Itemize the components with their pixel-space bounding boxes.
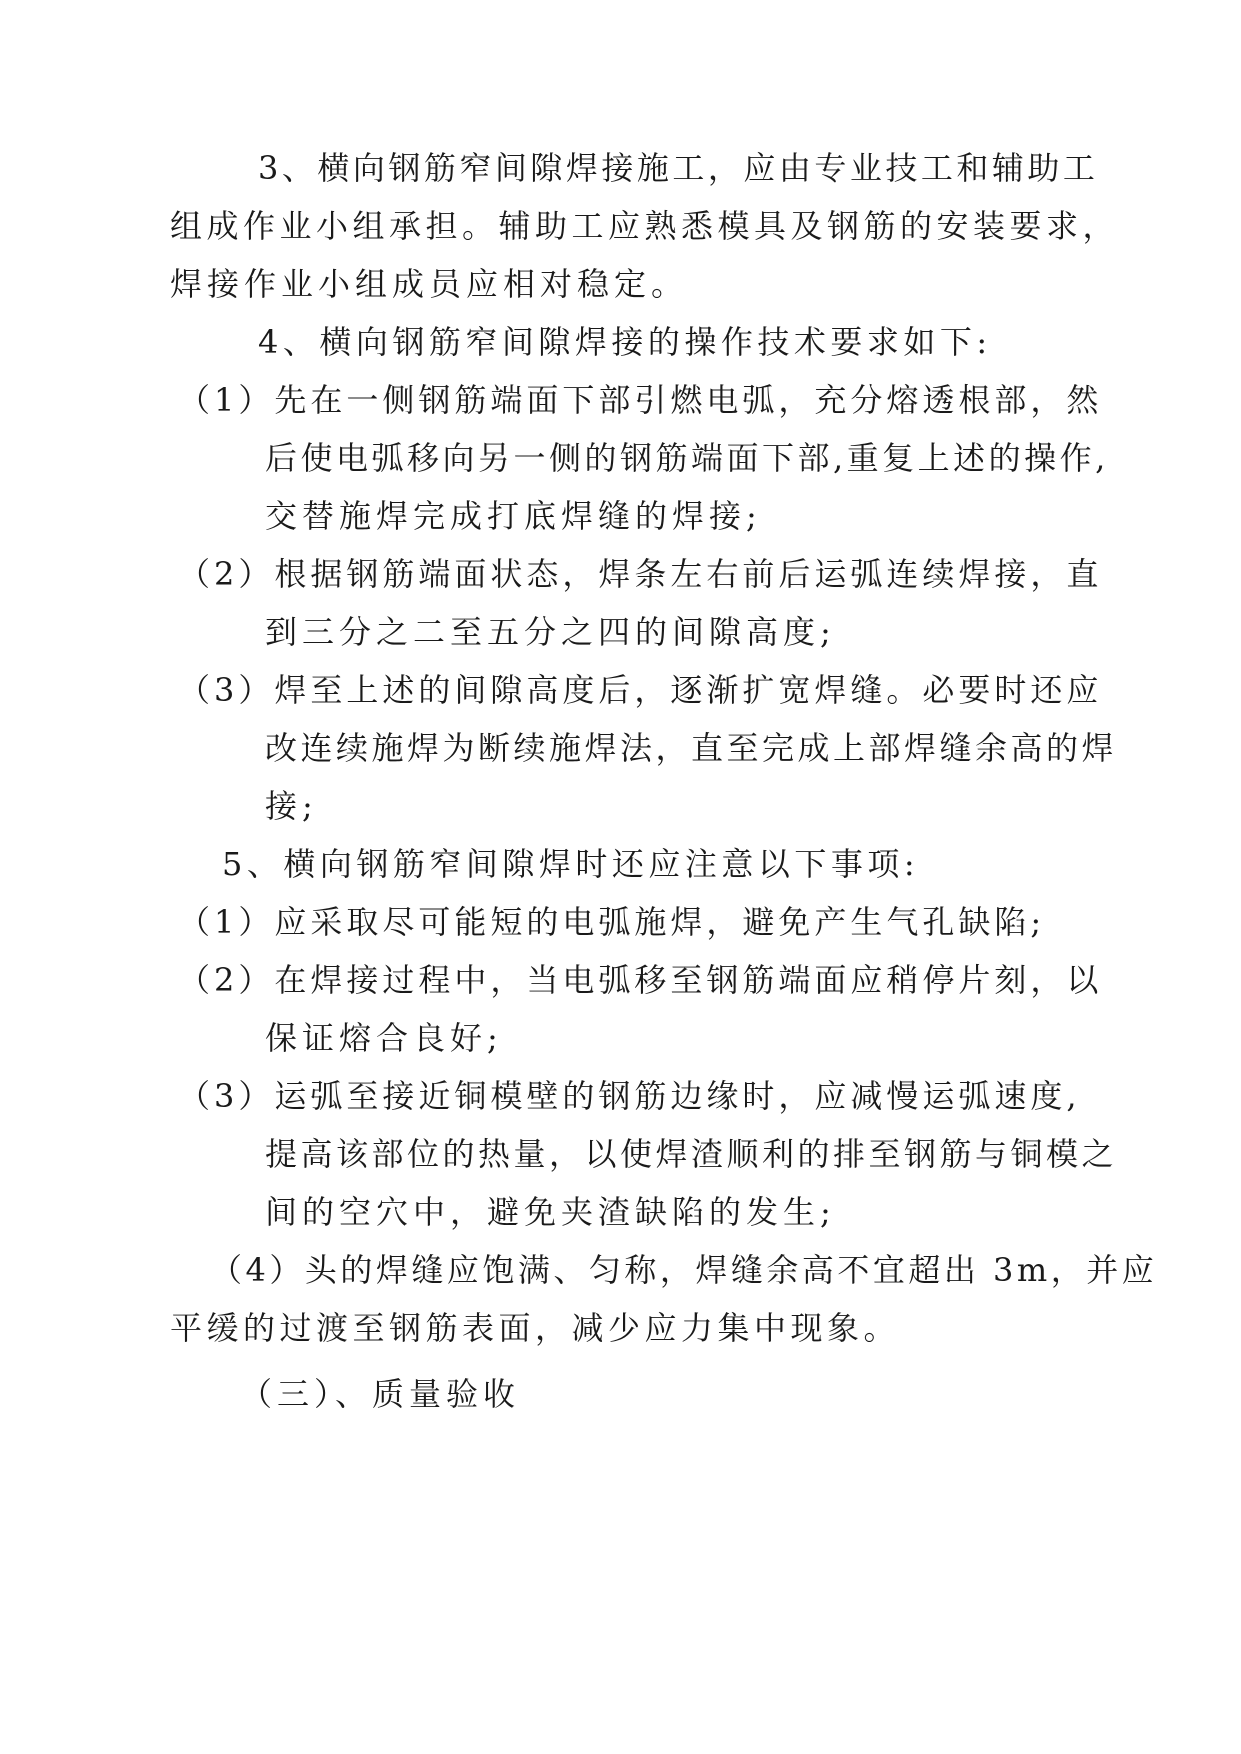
text-line: 提高该部位的热量，以使焊渣顺利的排至钢筋与铜模之 <box>265 1135 1118 1173</box>
text-line: 交替施焊完成打底焊缝的焊接; <box>265 497 762 535</box>
section-heading: （三）、质量验收 <box>240 1375 521 1413</box>
text-line: （3）焊至上述的间隙高度后，逐渐扩宽焊缝。必要时还应 <box>178 671 1103 709</box>
text-line: 4、横向钢筋窄间隙焊接的操作技术要求如下: <box>258 323 992 361</box>
text-line: （4）头的焊缝应饱满、匀称，焊缝余高不宜超出 3m，并应 <box>210 1251 1158 1289</box>
text-line: 保证熔合良好; <box>265 1019 503 1057</box>
text-line: 改连续施焊为断续施焊法，直至完成上部焊缝余高的焊 <box>265 729 1118 767</box>
text-line: 到三分之二至五分之四的间隙高度; <box>265 613 836 651</box>
text-line: 焊接作业小组成员应相对稳定。 <box>170 265 689 303</box>
text-line: （1）先在一侧钢筋端面下部引燃电弧，充分熔透根部，然 <box>178 381 1103 419</box>
text-line: 后使电弧移向另一侧的钢筋端面下部,重复上述的操作, <box>265 439 1109 477</box>
text-line: 组成作业小组承担。辅助工应熟悉模具及钢筋的安装要求， <box>170 207 1120 245</box>
text-line: （2）在焊接过程中，当电弧移至钢筋端面应稍停片刻，以 <box>178 961 1103 999</box>
text-line: 接; <box>265 787 318 825</box>
text-line: 3、横向钢筋窄间隙焊接施工，应由专业技工和辅助工 <box>258 149 1099 187</box>
text-line: 5、横向钢筋窄间隙焊时还应注意以下事项: <box>222 845 920 883</box>
text-line: （3）运弧至接近铜模壁的钢筋边缘时，应减慢运弧速度, <box>178 1077 1081 1115</box>
text-line: （1）应采取尽可能短的电弧施焊，避免产生气孔缺陷; <box>178 903 1046 941</box>
text-line: （2）根据钢筋端面状态，焊条左右前后运弧连续焊接，直 <box>178 555 1103 593</box>
text-line: 间的空穴中，避免夹渣缺陷的发生; <box>265 1193 836 1231</box>
text-line: 平缓的过渡至钢筋表面，减少应力集中现象。 <box>170 1309 901 1347</box>
